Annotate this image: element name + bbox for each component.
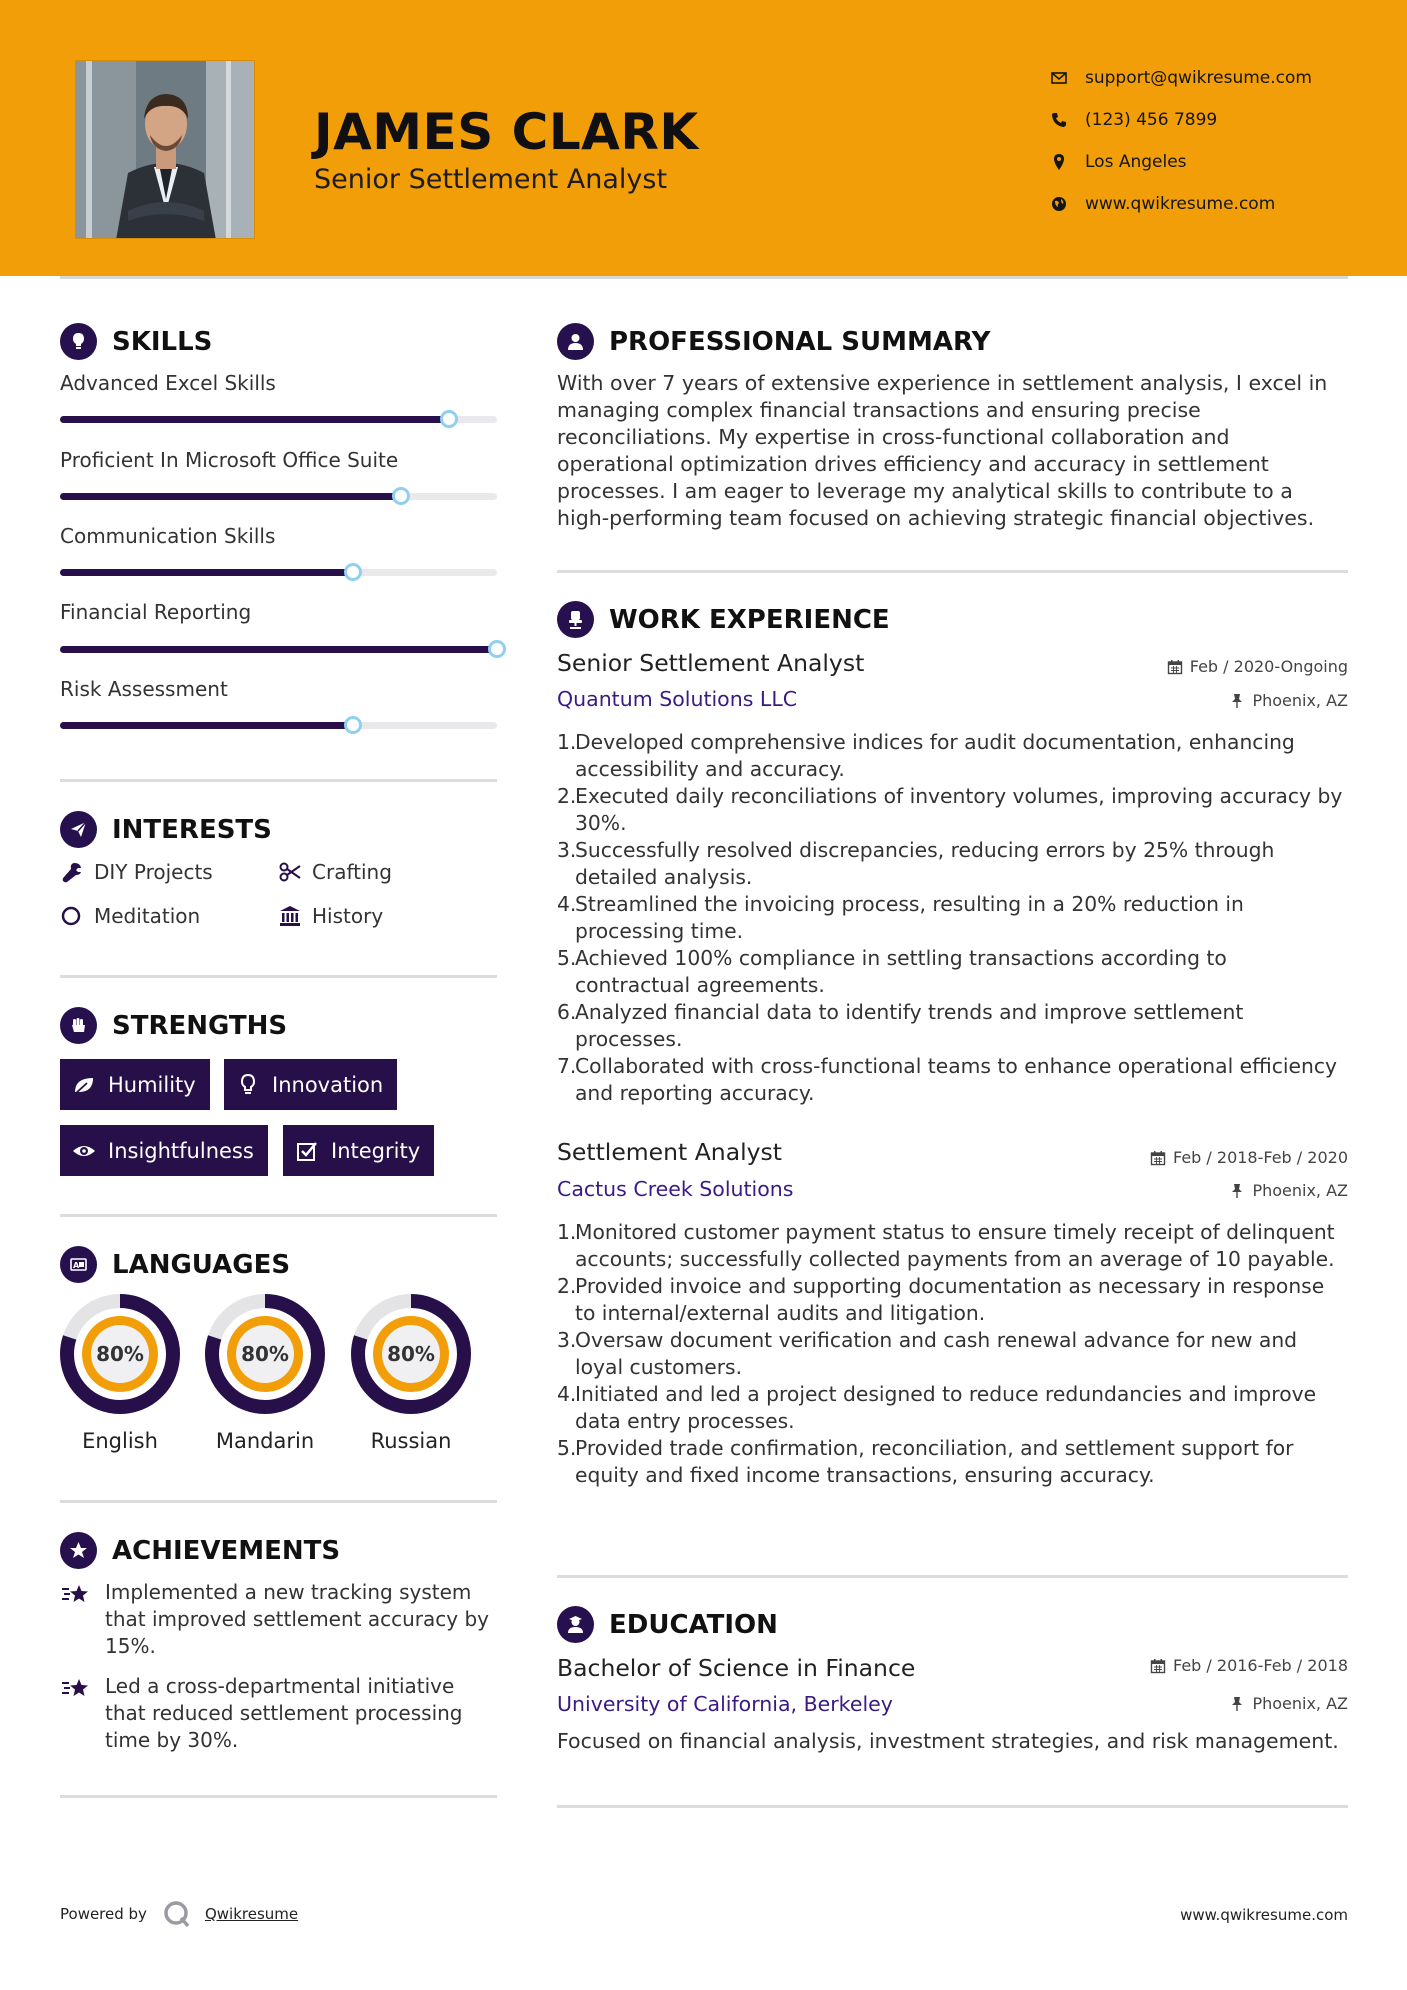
skill-bar-knob [440, 410, 458, 428]
strength-chip: Insightfulness [60, 1125, 268, 1176]
duty-item: 4. Streamlined the invoicing process, resulting in a 20% reduction in processing time. [557, 892, 1244, 943]
scissors-icon [278, 860, 302, 884]
profile-photo [75, 60, 255, 239]
summary-heading: PROFESSIONAL SUMMARY [557, 323, 990, 360]
job-location: Phoenix, AZ [1229, 1181, 1348, 1200]
contact-list [1050, 57, 1390, 225]
candidate-name: JAMES CLARK [314, 103, 699, 161]
skills-heading: SKILLS [60, 323, 212, 360]
pushpin-icon [1229, 693, 1245, 709]
achievement-item [60, 1673, 497, 1754]
office-chair-icon [557, 601, 594, 638]
contact-website[interactable] [1050, 183, 1390, 225]
shooting-star-icon [60, 1579, 92, 1611]
skill-label: Financial Reporting [60, 600, 252, 624]
duty-item: 1. Developed comprehensive indices for audit documentation, enhancing accessibility and accuracy. [557, 730, 1295, 781]
skill-bar-knob [344, 563, 362, 581]
interest-item: Crafting [278, 860, 392, 884]
education-school: University of California, Berkeley [557, 1692, 893, 1716]
footer-website[interactable]: www.qwikresume.com [1180, 1906, 1348, 1924]
footer-powered-by: Powered by Qwikresume [60, 1900, 298, 1928]
section-divider [60, 1795, 497, 1798]
section-divider [60, 1500, 497, 1503]
duty-item: 5. Achieved 100% compliance in settling transactions according to contractual agreements. [557, 946, 1227, 997]
duty-item: 3. Successfully resolved discrepancies, reducing errors by 25% through detailed analysis. [557, 838, 1275, 889]
language-ring [59, 1293, 181, 1415]
skill-bar [60, 646, 497, 653]
envelope-icon [1050, 69, 1068, 87]
skill-bar-fill [60, 416, 449, 423]
language-percent: 80% [241, 1342, 289, 1366]
language-percent: 80% [96, 1342, 144, 1366]
skill-bar [60, 569, 497, 576]
job-dates: Feb / 2020-Ongoing [1167, 657, 1348, 676]
skill-bar-knob [392, 487, 410, 505]
duty-item: 2. Executed daily reconciliations of inventory volumes, improving accuracy by 30%. [557, 784, 1343, 835]
job-duties [557, 729, 1348, 1107]
language-item [350, 1293, 472, 1453]
qwikresume-link[interactable]: Qwikresume [204, 1905, 299, 1923]
duty-item: 6. Analyzed financial data to identify trends and improve settlement processes. [557, 1000, 1244, 1051]
pushpin-icon [1229, 1696, 1245, 1712]
education-degree: Bachelor of Science in Finance [557, 1654, 916, 1682]
phone-text: (123) 456 7899 [1085, 110, 1218, 130]
star-badge-icon [60, 1532, 97, 1569]
skill-label: Communication Skills [60, 524, 276, 548]
duty-item: 5. Provided trade confirmation, reconciliation, and settlement support for equity and fixed income transactions, ensuring accuracy. [557, 1436, 1294, 1487]
section-divider [557, 1575, 1348, 1578]
interests-heading: INTERESTS [60, 811, 272, 848]
education-location: Phoenix, AZ [1229, 1694, 1348, 1713]
experience-heading: WORK EXPERIENCE [557, 601, 890, 638]
skill-label: Risk Assessment [60, 677, 228, 701]
lightbulb-icon [236, 1073, 260, 1097]
language-item [59, 1293, 181, 1453]
strength-chip: Humility [60, 1059, 210, 1110]
calendar-icon [1150, 1658, 1166, 1674]
museum-icon [278, 904, 302, 928]
svg-text:A: A [73, 1261, 80, 1270]
eye-icon [72, 1139, 96, 1163]
skill-bar [60, 493, 497, 500]
summary-text: With over 7 years of extensive experience in settlement analysis, I excel in managing complex financial transactions and ensuring precise reconciliations. My expertise in cross-functional collaboration and operational optimization drives efficiency and accuracy in settlement processes. I am eager to leverage my analytical skills to contribute to a high-performing team focused on achieving strategic financial objectives. [557, 371, 1328, 530]
skill-bar [60, 722, 497, 729]
section-divider [60, 975, 497, 978]
skill-bar-fill [60, 569, 353, 576]
duty-item: 7. Collaborated with cross-functional teams to enhance operational efficiency and reporting accuracy. [557, 1054, 1338, 1105]
skill-bar-fill [60, 493, 401, 500]
education-dates: Feb / 2016-Feb / 2018 [1150, 1656, 1348, 1675]
job-role: Senior Settlement Analyst [557, 649, 865, 677]
skill-label: Proficient In Microsoft Office Suite [60, 448, 399, 472]
fist-icon [60, 1007, 97, 1044]
language-ring [204, 1293, 326, 1415]
checkbox-icon [295, 1139, 319, 1163]
wrench-icon [60, 860, 84, 884]
job-dates: Feb / 2018-Feb / 2020 [1150, 1148, 1348, 1167]
phone-icon [1050, 111, 1068, 129]
skill-bar-knob [488, 640, 506, 658]
skill-bar-knob [344, 716, 362, 734]
job-location: Phoenix, AZ [1229, 691, 1348, 710]
graduate-icon [557, 1606, 594, 1643]
job-company: Cactus Creek Solutions [557, 1177, 794, 1201]
job-duties [557, 1219, 1348, 1489]
shooting-star-icon [60, 1673, 92, 1705]
languages-heading: A LANGUAGES [60, 1246, 290, 1283]
duty-item: 2. Provided invoice and supporting documentation as necessary in response to internal/external audits and litigation. [557, 1274, 1325, 1325]
job-role: Settlement Analyst [557, 1138, 782, 1166]
calendar-icon [1150, 1150, 1166, 1166]
calendar-icon [1167, 659, 1183, 675]
language-ring [350, 1293, 472, 1415]
duty-item: 4. Initiated and led a project designed to reduce redundancies and improve data entry processes. [557, 1382, 1317, 1433]
duty-item: 1. Monitored customer payment status to ensure timely receipt of delinquent accounts; successfully collected payments from an average of 10 payable. [557, 1220, 1335, 1271]
achievement-item [60, 1579, 497, 1660]
language-name: Mandarin [215, 1429, 315, 1453]
website-text: www.qwikresume.com [1085, 194, 1276, 214]
education-heading: EDUCATION [557, 1606, 778, 1643]
language-name: Russian [370, 1429, 452, 1453]
skill-bar-fill [60, 646, 497, 653]
qwikresume-logo-icon [163, 1900, 191, 1928]
resume-header [0, 0, 1407, 276]
header-divider [60, 276, 1348, 279]
globe-icon [1050, 195, 1068, 213]
education-description: Focused on financial analysis, investment strategies, and risk management. [557, 1729, 1339, 1753]
strength-chip: Integrity [283, 1125, 434, 1176]
section-divider [557, 570, 1348, 573]
candidate-title: Senior Settlement Analyst [314, 164, 668, 195]
language-name: English [82, 1429, 158, 1453]
interest-item: DIY Projects [60, 860, 213, 884]
contact-email[interactable] [1050, 57, 1390, 99]
skill-bar [60, 416, 497, 423]
section-divider [60, 779, 497, 782]
interest-item: History [278, 904, 383, 928]
map-pin-icon [1050, 153, 1068, 171]
email-text: support@qwikresume.com [1085, 68, 1312, 88]
language-item [204, 1293, 326, 1453]
lightbulb-icon [60, 323, 97, 360]
leaf-icon [72, 1073, 96, 1097]
language-percent: 80% [387, 1342, 435, 1366]
achievement-text: Implemented a new tracking system that improved settlement accuracy by 15%. [105, 1580, 489, 1658]
location-text: Los Angeles [1085, 152, 1187, 172]
paper-plane-icon [60, 811, 97, 848]
contact-location [1050, 141, 1390, 183]
strength-chip: Innovation [224, 1059, 397, 1110]
skill-bar-fill [60, 722, 353, 729]
contact-phone[interactable] [1050, 99, 1390, 141]
section-divider [557, 1805, 1348, 1808]
pushpin-icon [1229, 1183, 1245, 1199]
interest-item: Meditation [60, 904, 200, 928]
skill-label: Advanced Excel Skills [60, 371, 276, 395]
user-icon [557, 323, 594, 360]
achievement-text: Led a cross-departmental initiative that reduced settlement processing time by 30%. [105, 1674, 463, 1752]
strengths-heading: STRENGTHS [60, 1007, 287, 1044]
circle-icon [60, 904, 84, 928]
job-company: Quantum Solutions LLC [557, 687, 798, 711]
section-divider [60, 1214, 497, 1217]
translate-icon [60, 1246, 97, 1283]
achievements-heading: ACHIEVEMENTS [60, 1532, 340, 1569]
duty-item: 3. Oversaw document verification and cash renewal advance for new and loyal customers. [557, 1328, 1298, 1379]
